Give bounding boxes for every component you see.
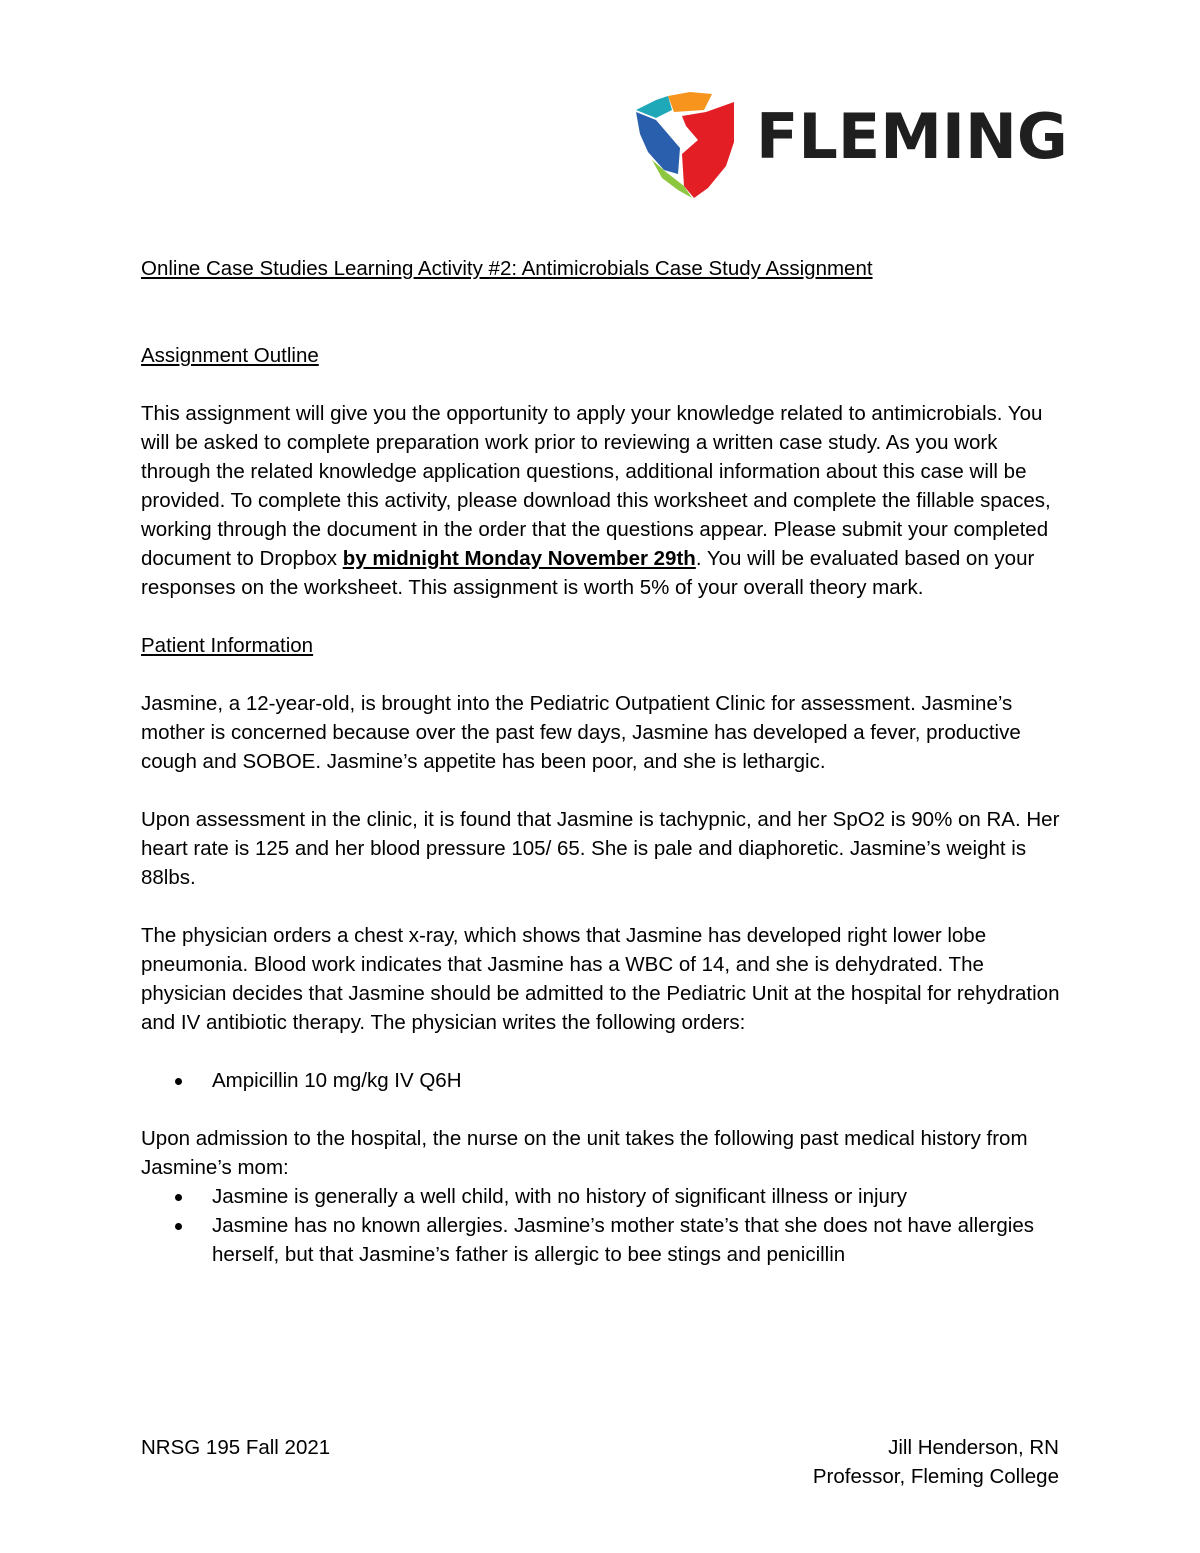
history-intro: Upon admission to the hospital, the nurse on the unit takes the following past medical history from Jasmine’s mom: bbox=[141, 1127, 1028, 1179]
outline-text-end: . You will be evaluated based on your responses on the worksheet. This assignment is worth 5% of your overall theory mark. bbox=[141, 547, 1035, 599]
assignment-outline-paragraph bbox=[141, 399, 1071, 602]
footer-author-block bbox=[813, 1433, 1059, 1491]
assignment-outline-heading: Assignment Outline bbox=[141, 344, 319, 367]
footer-author: Jill Henderson, RN bbox=[888, 1436, 1059, 1459]
list-item: Jasmine has no known allergies. Jasmine’s mother state’s that she does not have allergies herself, but that Jasmine’s father is allergic to bee stings and penicillin bbox=[141, 1211, 1071, 1269]
list-item: Ampicillin 10 mg/kg IV Q6H bbox=[141, 1066, 1071, 1095]
fleming-shield-icon bbox=[634, 90, 738, 200]
footer-course: NRSG 195 Fall 2021 bbox=[141, 1436, 331, 1459]
fleming-logo bbox=[634, 90, 1068, 202]
document-body bbox=[141, 254, 1071, 1269]
outline-text: This assignment will give you the opportunity to apply your knowledge related to antimicrobials. You will be asked to complete preparation work prior to reviewing a written case study. As you work through the related knowledge application questions, additional information about this case will be provided. To complete this activity, please download this worksheet and complete the fillable spaces, working through the document in the order that the questions appear. Please submit your completed document to Dropbox bbox=[141, 402, 1051, 570]
patient-paragraph-2: Upon assessment in the clinic, it is found that Jasmine is tachypnic, and her SpO2 is 90% on RA. Her heart rate is 125 and her blood pressure 105/ 65. She is pale and diaphoretic. Jasmine’s weight is 88lbs. bbox=[141, 808, 1060, 889]
deadline-text: by midnight Monday November 29th bbox=[342, 547, 696, 570]
document-title: Online Case Studies Learning Activity #2: Antimicrobials Case Study Assignment bbox=[141, 257, 873, 280]
patient-information-heading: Patient Information bbox=[141, 634, 314, 657]
patient-paragraph-3: The physician orders a chest x-ray, which shows that Jasmine has developed right lower lobe pneumonia. Blood work indicates that Jasmine has a WBC of 14, and she is dehydrated. The physician decides that Jasmine should be admitted to the Pediatric Unit at the hospital for rehydration and IV antibiotic therapy. The physician writes the following orders: bbox=[141, 924, 1060, 1034]
history-list bbox=[141, 1182, 1071, 1269]
fleming-wordmark: FLEMING bbox=[756, 100, 1068, 173]
patient-paragraph-1: Jasmine, a 12-year-old, is brought into the Pediatric Outpatient Clinic for assessment. Jasmine’s mother is concerned because over the past few days, Jasmine has developed a fever, productive cough and SOBOE. Jasmine’s appetite has been poor, and she is lethargic. bbox=[141, 692, 1021, 773]
orders-list bbox=[141, 1066, 1071, 1095]
list-item: Jasmine is generally a well child, with no history of significant illness or injury bbox=[141, 1182, 1071, 1211]
footer-author-title: Professor, Fleming College bbox=[812, 1465, 1059, 1488]
